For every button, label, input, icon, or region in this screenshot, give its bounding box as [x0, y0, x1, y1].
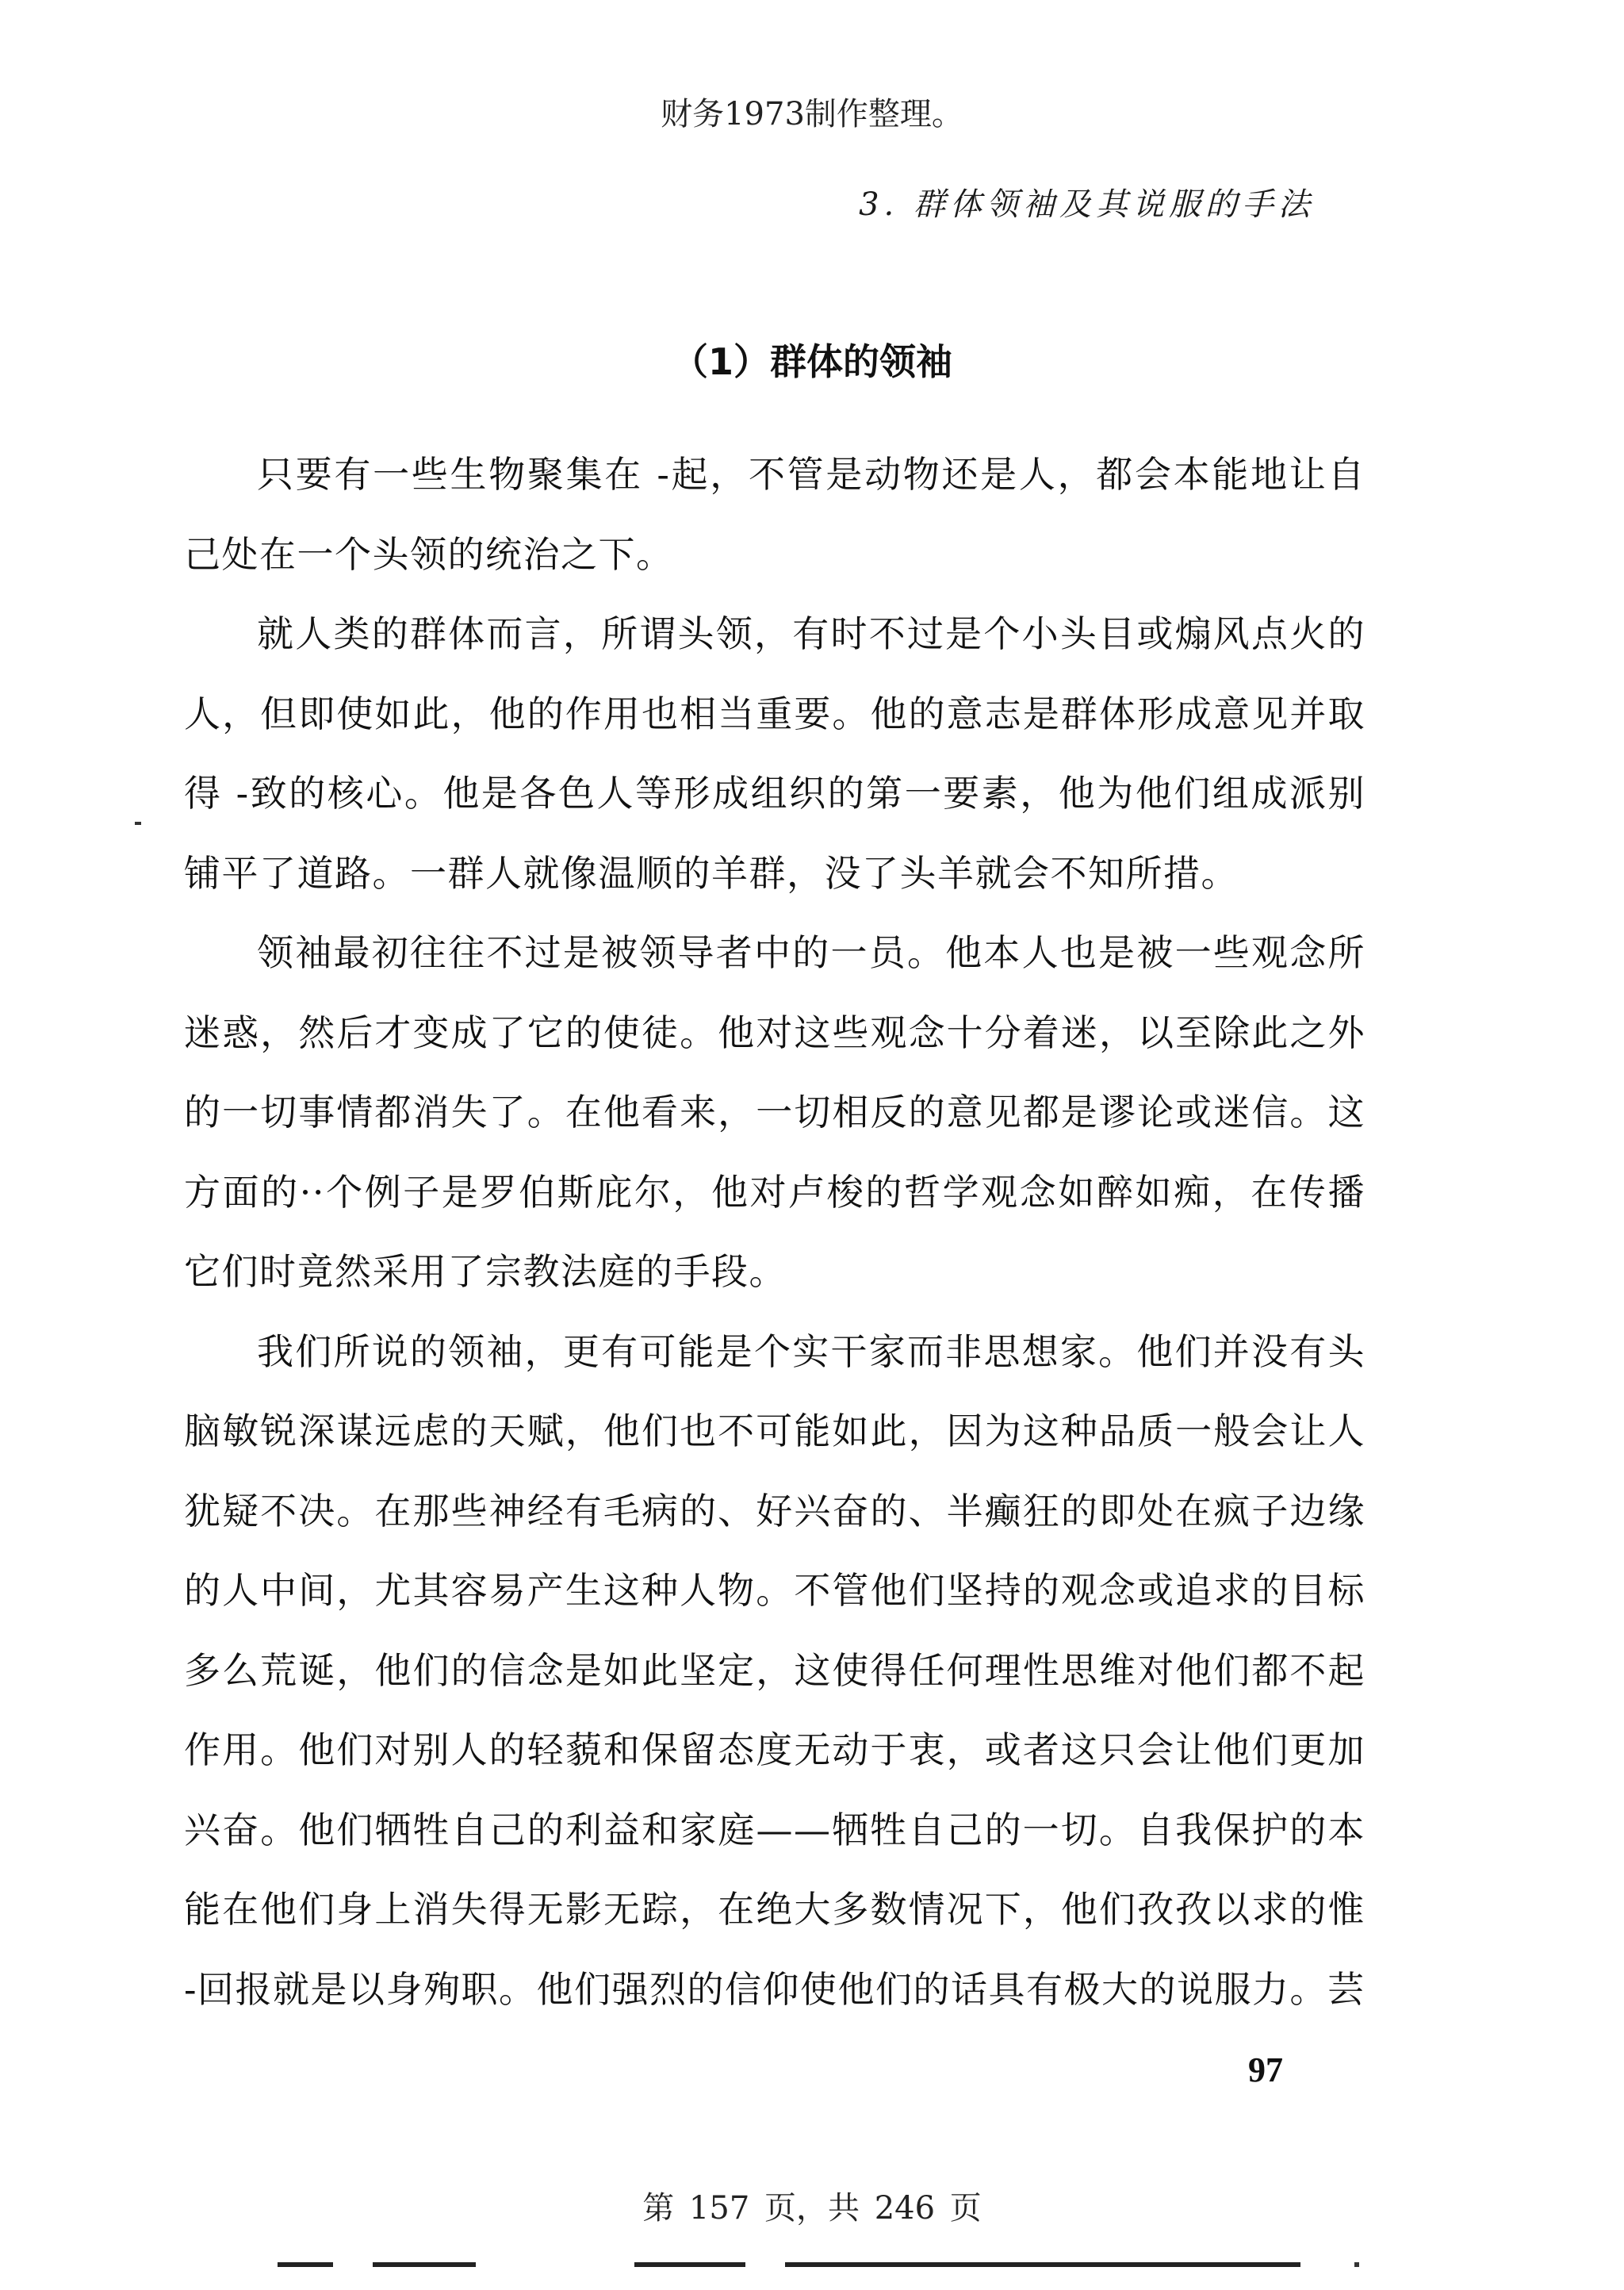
scan-artifact-line [634, 2262, 745, 2267]
paragraph: 只要有一些生物聚集在 -起，不管是动物还是人，都会本能地让自己处在一个头领的统治之下。 [184, 453, 1365, 576]
paragraph: 就人类的群体而言，所谓头领，有时不过是个小头目或煽风点火的人，但即使如此，他的作用也相当重要。他的意志是群体形成意见并取得 -致的核心。他是各色人等形成组织的第一要素，他为他们组成派别铺平了道路。一群人就像温顺的羊群，没了头羊就会不知所措。 [184, 612, 1365, 895]
running-head: 3. 群体领袖及其说服的手法 [859, 186, 1315, 223]
scan-artifact-dot [135, 822, 141, 825]
paragraph: 我们所说的领袖，更有可能是个实干家而非思想家。他们并没有头脑敏锐深谋远虑的天赋，他们也不可能如此，因为这种品质一般会让人犹疑不决。在那些神经有毛病的、好兴奋的、半癫狂的即处在疯子边缘的人中间，尤其容易产生这种人物。不管他们坚持的观念或追求的目标多么荒诞，他们的信念是如此坚定，这使得任何理性思维对他们都不起作用。他们对别人的轻藐和保留态度无动于衷，或者这只会让他们更加兴奋。他们牺牲自己的利益和家庭——牺牲自己的一切。自我保护的本能在他们身上消失得无影无踪，在绝大多数情况下，他们孜孜以求的惟 -回报就是以身殉职。他们强烈的信仰使他们的话具有极大的说服力。芸 [184, 1329, 1365, 2011]
watermark-text: 财务1973制作整理。 [661, 96, 963, 132]
scan-artifact-line [785, 2262, 1300, 2267]
section-title: （1）群体的领袖 [671, 340, 952, 383]
scan-artifact-line [373, 2262, 476, 2267]
page-number: 97 [1248, 2050, 1283, 2089]
page-footer: 第 157 页，共 246 页 [642, 2190, 982, 2227]
scan-artifact-line [278, 2262, 333, 2267]
scan-artifact-dot [1354, 2262, 1359, 2267]
body-text [184, 435, 1365, 2029]
paragraph: 领袖最初往往不过是被领导者中的一员。他本人也是被一些观念所迷惑，然后才变成了它的使徒。他对这些观念十分着迷，以至除此之外的一切事情都消失了。在他看来，一切相反的意见都是谬论或迷信。这方面的··个例子是罗伯斯庇尔，他对卢梭的哲学观念如醉如痴，在传播它们时竟然采用了宗教法庭的手段。 [184, 931, 1365, 1293]
